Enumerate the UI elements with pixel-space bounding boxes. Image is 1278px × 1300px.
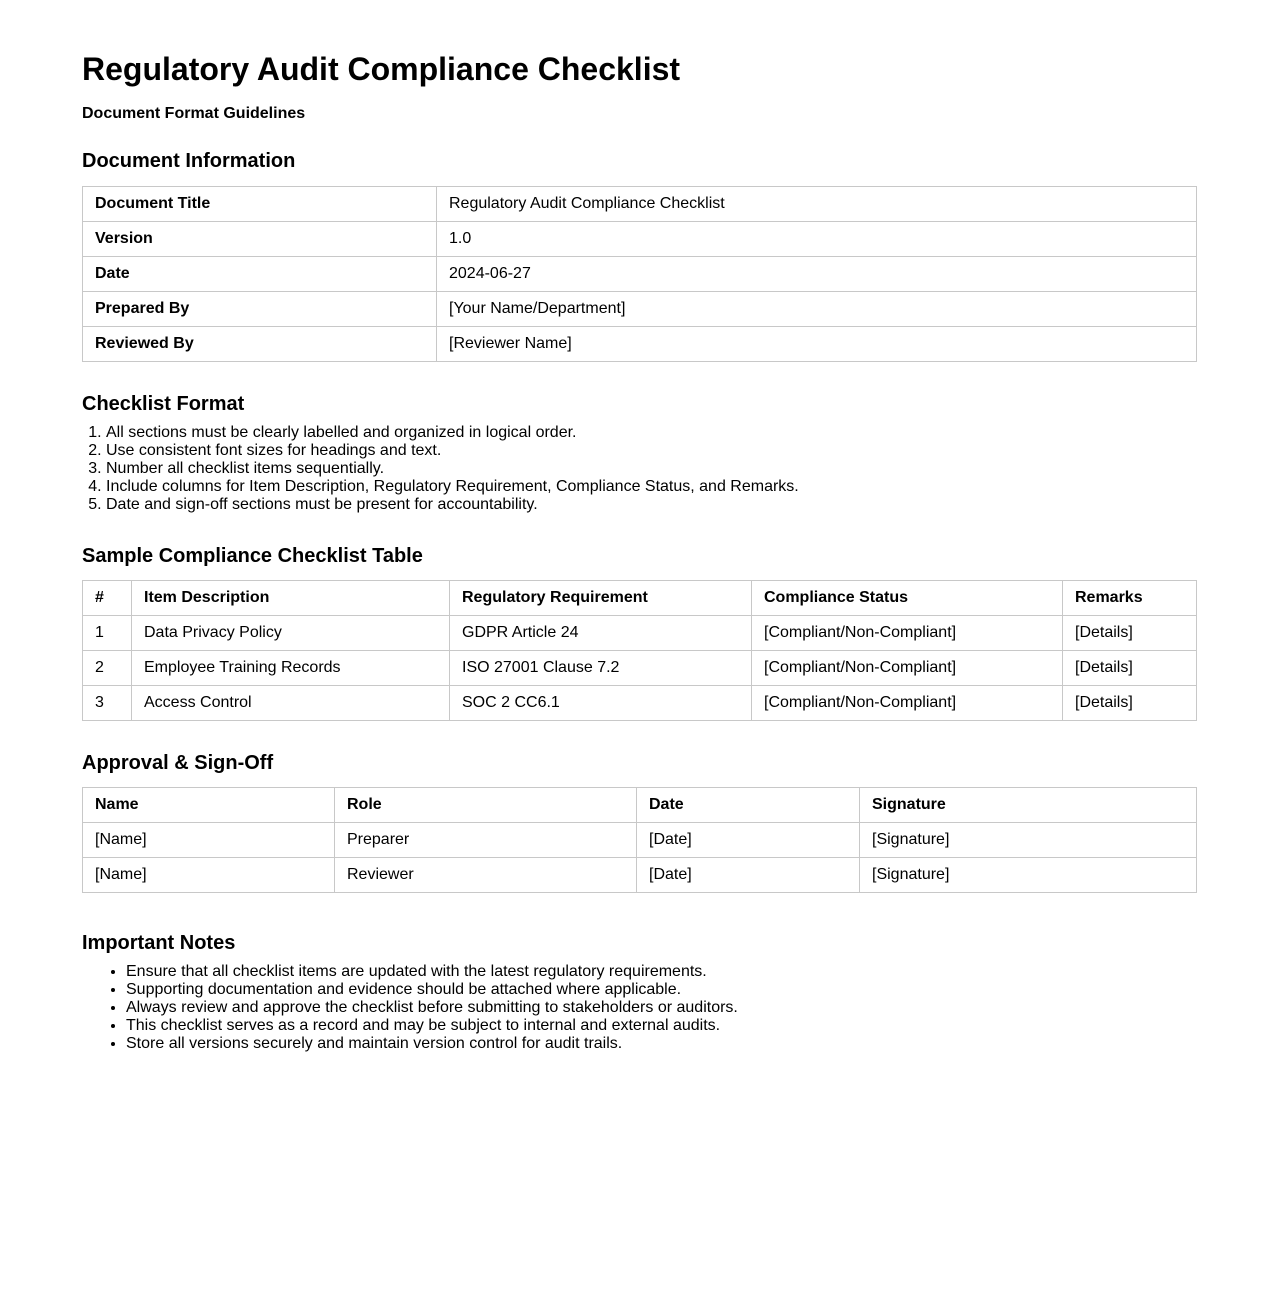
list-item: 1. All sections must be clearly labelled and organized in logical order.: [106, 424, 1196, 442]
table-row: [83, 858, 1197, 893]
cell-compliance-status: [Compliant/Non-Compliant]: [752, 616, 1063, 651]
info-value: Regulatory Audit Compliance Checklist: [437, 187, 1197, 222]
list-item: • Store all versions securely and maintain version control for audit trails.: [126, 1035, 1196, 1053]
page-subtitle: Document Format Guidelines: [82, 105, 306, 122]
document-information-heading: Document Information: [82, 150, 296, 172]
approval-signoff-table: [82, 787, 1197, 893]
cell-regulatory-requirement: GDPR Article 24: [450, 616, 752, 651]
cell-name: [Name]: [83, 858, 335, 893]
column-header-date: Date: [637, 788, 860, 823]
column-header-signature: Signature: [860, 788, 1197, 823]
info-value: [Your Name/Department]: [437, 292, 1197, 327]
info-label: Prepared By: [83, 292, 437, 327]
table-header-row: [83, 788, 1197, 823]
column-header-number: #: [83, 581, 132, 616]
cell-date: [Date]: [637, 858, 860, 893]
info-value: [Reviewer Name]: [437, 327, 1197, 362]
sample-checklist-heading: Sample Compliance Checklist Table: [82, 545, 423, 567]
list-item: • Supporting documentation and evidence should be attached where applicable.: [126, 981, 1196, 999]
important-notes-list: [82, 963, 1196, 1053]
info-label: Version: [83, 222, 437, 257]
table-row: [83, 292, 1197, 327]
cell-name: [Name]: [83, 823, 335, 858]
checklist-format-heading: Checklist Format: [82, 393, 245, 415]
list-item: 5. Date and sign-off sections must be present for accountability.: [106, 496, 1196, 514]
cell-signature: [Signature]: [860, 823, 1197, 858]
cell-compliance-status: [Compliant/Non-Compliant]: [752, 686, 1063, 721]
info-value: 2024-06-27: [437, 257, 1197, 292]
cell-number: 1: [83, 616, 132, 651]
approval-signoff-heading: Approval & Sign-Off: [82, 752, 274, 774]
cell-item-description: Employee Training Records: [132, 651, 450, 686]
cell-compliance-status: [Compliant/Non-Compliant]: [752, 651, 1063, 686]
info-label: Reviewed By: [83, 327, 437, 362]
column-header-role: Role: [335, 788, 637, 823]
cell-remarks: [Details]: [1063, 616, 1197, 651]
list-item: 4. Include columns for Item Description, Regulatory Requirement, Compliance Status, and Remarks.: [106, 478, 1196, 496]
info-value: 1.0: [437, 222, 1197, 257]
list-item: • Ensure that all checklist items are updated with the latest regulatory requirements.: [126, 963, 1196, 981]
info-label: Date: [83, 257, 437, 292]
table-row: [83, 616, 1197, 651]
page-title: Regulatory Audit Compliance Checklist: [82, 51, 681, 87]
table-row: [83, 257, 1197, 292]
cell-regulatory-requirement: SOC 2 CC6.1: [450, 686, 752, 721]
important-notes-heading: Important Notes: [82, 932, 236, 954]
column-header-regulatory-requirement: Regulatory Requirement: [450, 581, 752, 616]
document-information-table: [82, 186, 1197, 362]
column-header-compliance-status: Compliance Status: [752, 581, 1063, 616]
sample-checklist-table: [82, 580, 1197, 721]
cell-date: [Date]: [637, 823, 860, 858]
info-label: Document Title: [83, 187, 437, 222]
list-item: 3. Number all checklist items sequentially.: [106, 460, 1196, 478]
checklist-format-list: [82, 424, 1196, 514]
table-header-row: [83, 581, 1197, 616]
cell-number: 2: [83, 651, 132, 686]
table-row: [83, 327, 1197, 362]
cell-regulatory-requirement: ISO 27001 Clause 7.2: [450, 651, 752, 686]
table-row: [83, 222, 1197, 257]
cell-item-description: Access Control: [132, 686, 450, 721]
list-item: • Always review and approve the checklist before submitting to stakeholders or auditors.: [126, 999, 1196, 1017]
table-row: [83, 823, 1197, 858]
table-row: [83, 187, 1197, 222]
cell-number: 3: [83, 686, 132, 721]
cell-remarks: [Details]: [1063, 686, 1197, 721]
cell-role: Preparer: [335, 823, 637, 858]
column-header-remarks: Remarks: [1063, 581, 1197, 616]
cell-signature: [Signature]: [860, 858, 1197, 893]
cell-remarks: [Details]: [1063, 651, 1197, 686]
table-row: [83, 686, 1197, 721]
column-header-item-description: Item Description: [132, 581, 450, 616]
table-row: [83, 651, 1197, 686]
cell-role: Reviewer: [335, 858, 637, 893]
list-item: 2. Use consistent font sizes for headings and text.: [106, 442, 1196, 460]
list-item: • This checklist serves as a record and may be subject to internal and external audits.: [126, 1017, 1196, 1035]
cell-item-description: Data Privacy Policy: [132, 616, 450, 651]
column-header-name: Name: [83, 788, 335, 823]
